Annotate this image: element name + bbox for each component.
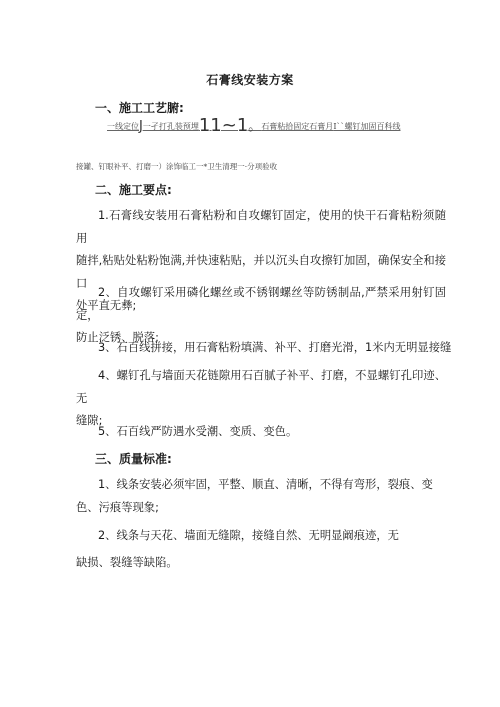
paragraph-line: 2、自攻螺钉采用磷化螺丝或不锈钢螺丝等防锈制品,严禁采用射钉固定， xyxy=(76,286,446,322)
section-heading-key-points: 二、施工要点: xyxy=(95,183,172,197)
flow-step-text: J xyxy=(139,119,143,134)
section-heading-process: 一、施工工艺腑: xyxy=(95,101,184,115)
paragraph-line: 色、污痕等现象; xyxy=(76,500,159,514)
flow-step-text: 一线定位 xyxy=(107,122,139,131)
paragraph-line: 1、线条安装必须牢固，平整、顺直、清晰，不得有弯形，裂痕、变 xyxy=(98,478,433,491)
paragraph-line: 4、螺钉孔与墙面天花链隙用石百腻子补平、打磨，不显螺钉孔印迹、无 xyxy=(76,369,446,405)
flow-step-text: I``螺钉加固百科线 xyxy=(333,122,401,131)
paragraph-line: 防止泛锈、脱落; xyxy=(76,331,159,344)
paragraph-line: 缝隙; xyxy=(76,414,103,427)
process-flow-line-1 xyxy=(107,113,437,140)
document-title: 石膏线安装方案 xyxy=(206,73,294,87)
process-flow-line-2: 接罐、钉眼补平、打磨一）涂饰临工一*卫生清理一·分项验收 xyxy=(76,162,278,171)
paragraph-line: 处平直无彝; xyxy=(76,299,137,312)
key-point-3: 3、石百线拼接，用石膏粘粉填满、补平、打磨光滑，1米内无明显接缝 xyxy=(98,341,452,354)
paragraph-line: 随拌,粘贴处粘粉饱满,并快速粘贴，并以沉头自攻擦钉加固，确保安全和接口 xyxy=(76,254,446,290)
flow-step-text: 石膏粘拾固定石膏月 xyxy=(261,122,334,131)
quality-standard-2-line-1: 2、线条与天花、墙面无缝隙，接缝自然、无明显阚痕迹，无 xyxy=(98,529,399,542)
quality-standard-1 xyxy=(76,474,446,519)
flow-step-text: 一孑打孔装预埋 xyxy=(142,122,199,131)
flow-step-text: 。 xyxy=(248,119,262,134)
key-point-5: 5、石百线严防遇水受潮、变质、变色。 xyxy=(98,425,298,438)
flow-step-text: 11~1 xyxy=(198,115,249,136)
section-heading-quality: 三、质量标准: xyxy=(95,452,172,466)
quality-standard-2-line-2: 缺损、裂缝等缺陷。 xyxy=(76,556,178,569)
paragraph-line: 1.石膏线安装用石膏粘粉和自攻螺钉固定，使用的快干石膏粘粉须随用 xyxy=(76,209,446,245)
